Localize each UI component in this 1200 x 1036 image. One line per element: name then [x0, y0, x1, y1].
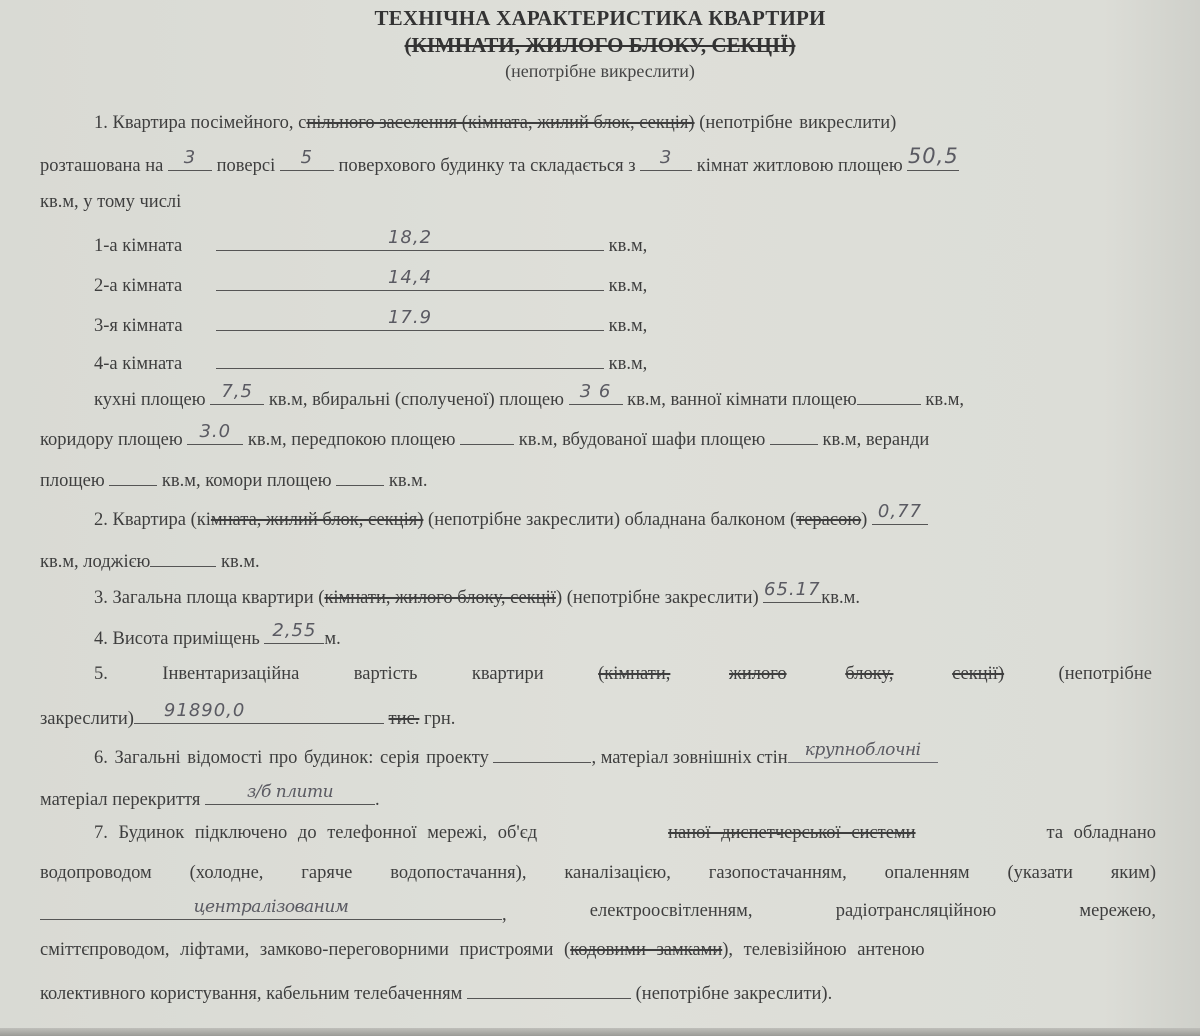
veranda-field[interactable]: [109, 467, 157, 486]
s4-line: [94, 620, 341, 650]
s5-line2-lead: закреслити): [40, 709, 134, 729]
floor-material-field[interactable]: [205, 782, 375, 805]
s5-word: вартість: [353, 664, 418, 684]
heating-type-field[interactable]: [40, 897, 502, 920]
balcony-value: 0,77: [877, 501, 922, 522]
s1-line2: [40, 144, 959, 177]
room-area-field[interactable]: [216, 227, 604, 251]
floor-label: поверсі: [216, 156, 276, 176]
s7-tail: та обладнано: [1046, 823, 1156, 843]
s1-corridor-line: [40, 421, 930, 451]
room-row-3: [94, 307, 648, 337]
pantry-field[interactable]: [336, 467, 384, 486]
room-unit: кв.м,: [608, 354, 648, 374]
struck-word: секції): [952, 664, 1005, 684]
s7-line5-tail: (непотрібне закреслити).: [635, 984, 833, 1004]
s6-line2: [40, 782, 380, 811]
room-label: 2-а кімната: [94, 276, 183, 296]
s7-lead: 7. Будинок підключено до телефонної мережі, об'єд: [94, 823, 538, 843]
s7-struck: наної диспетчерської системи: [668, 823, 916, 843]
inventory-value-field[interactable]: [134, 700, 384, 724]
floor-value: 3: [183, 147, 197, 168]
rooms-count-value: 3: [659, 147, 673, 168]
room-area-value: 17.9: [387, 307, 433, 328]
total-area-value: 65.17: [764, 579, 821, 600]
room-row-2: [94, 267, 648, 297]
wall-material-field[interactable]: [788, 740, 938, 763]
hall-label: кв.м, передпокою площею: [247, 430, 456, 450]
s6-lead: 6. Загальні відомості про будинок: серія проекту: [94, 748, 489, 768]
s3-line: [94, 579, 860, 609]
struck-word: блоку,: [845, 664, 894, 684]
room-unit: кв.м,: [608, 236, 648, 256]
struck-unit: тис.: [388, 709, 420, 729]
total-area-field[interactable]: [763, 579, 821, 603]
corridor-field[interactable]: [187, 421, 243, 445]
room-area-field[interactable]: [216, 267, 604, 291]
s1-lead: 1. Квартира посімейного, с: [94, 113, 307, 133]
struck-word: жилого: [729, 664, 787, 684]
room-row-1: [94, 227, 648, 257]
bath-field[interactable]: [857, 386, 921, 405]
unit: грн.: [424, 709, 456, 729]
s4-lead: 4. Висота приміщень: [94, 629, 260, 649]
s2-struck: мната, жилий блок, секція): [210, 510, 424, 530]
unit: м.: [324, 629, 341, 649]
room-unit: кв.м,: [608, 316, 648, 336]
s2-mid: (непотрібне закреслити) обладнана балконом (: [428, 510, 797, 530]
toilet-field[interactable]: [569, 381, 623, 405]
s7-word: радіотрансляційною: [835, 901, 997, 921]
s3-lead: 3. Загальна площа квартири (: [94, 588, 325, 608]
document-title: ТЕХНІЧНА ХАРАКТЕРИСТИКА КВАРТИРИ: [374, 6, 826, 30]
s7-line4-tail: ), телевізійною антеною: [722, 940, 925, 960]
heating-type-value: централізованим: [193, 897, 349, 917]
s2-lead: 2. Квартира (кі: [94, 510, 211, 530]
s7-line1: [94, 823, 1156, 844]
kitchen-field[interactable]: [210, 381, 264, 405]
ceiling-height-value: 2,55: [272, 620, 317, 641]
room-area-value: 14,4: [387, 267, 433, 288]
s7-line4-struck: кодовими замками: [570, 940, 723, 960]
wall-material-value: крупноблочні: [804, 740, 921, 760]
s7-word: мережею,: [1079, 901, 1156, 921]
located-on-label: розташована на: [40, 156, 164, 176]
balcony-field[interactable]: [872, 501, 928, 525]
comma: ,: [502, 905, 507, 925]
s5-word: квартири: [471, 664, 544, 684]
s7-line4: [40, 940, 925, 961]
s7-line3: [40, 897, 1156, 926]
s7-line2: водопроводом (холодне, гаряче водопостачання), каналізацією, газопостачанням, опаленням (указати яким): [40, 863, 1156, 883]
s2-line2: [40, 548, 260, 573]
room-area-field[interactable]: [216, 350, 604, 369]
s6-line1: [94, 740, 938, 769]
rooms-label: кімнат житловою площею: [696, 156, 903, 176]
unit: кв.м,: [925, 390, 965, 410]
room-label: 1-а кімната: [94, 236, 183, 256]
veranda-area-label: площею: [40, 471, 105, 491]
s7-line4-lead: сміттєпроводом, ліфтами, замково-переговорними пристроями (: [40, 940, 571, 960]
corridor-value: 3.0: [199, 421, 232, 442]
toilet-label: кв.м, вбиральні (сполученої) площею: [268, 390, 564, 410]
loggia-label: кв.м, лоджією: [40, 552, 151, 572]
closet-label: кв.м, вбудованої шафи площею: [518, 430, 766, 450]
s1-including: кв.м, у тому числі: [40, 192, 182, 212]
kitchen-label: кухні площею: [94, 390, 206, 410]
s7-line5-lead: колективного користування, кабельним телебаченням: [40, 984, 463, 1004]
kitchen-value: 7,5: [221, 381, 253, 402]
ceiling-height-field[interactable]: [264, 620, 324, 644]
s3-struck: кімнати, жилого блоку, секції: [324, 588, 556, 608]
s3-tail: ) (непотрібне закреслити): [555, 588, 759, 608]
s7-word: електроосвітленням,: [589, 901, 753, 921]
room-label: 3-я кімната: [94, 316, 183, 336]
room-row-4: [94, 350, 647, 375]
pantry-label: кв.м, комори площею: [161, 471, 332, 491]
project-series-field[interactable]: [493, 744, 591, 763]
bath-label: кв.м, ванної кімнати площею: [627, 390, 857, 410]
s2-line1: [94, 501, 928, 531]
s1-kitchen-line: [94, 381, 965, 411]
s2-struck-terrace: терасою: [796, 510, 862, 530]
toilet-value: 3 6: [579, 381, 612, 402]
unit: кв.м.: [388, 471, 428, 491]
s5-tail: (непотрібне: [1058, 664, 1152, 684]
living-area-value: 50,5: [907, 144, 959, 168]
s7-line5: [40, 980, 832, 1005]
closet-field[interactable]: [770, 426, 818, 445]
document-title-note: (непотрібне викреслити): [505, 61, 695, 81]
cable-tv-field[interactable]: [467, 980, 631, 999]
document-title-struck: (КІМНАТИ, ЖИЛОГО БЛОКУ, СЕКЦІЇ): [404, 33, 796, 57]
room-area-value: 18,2: [387, 227, 433, 248]
hall-field[interactable]: [460, 426, 514, 445]
title-block: [0, 4, 1200, 84]
s5-line1: [94, 664, 1152, 685]
floors-field[interactable]: [280, 147, 334, 171]
s5-struck: [598, 664, 1004, 685]
floor-field[interactable]: [168, 147, 212, 171]
s5-number: 5.: [94, 664, 108, 684]
floors-value: 5: [300, 147, 314, 168]
period: .: [375, 790, 380, 810]
floor-material-label: матеріал перекриття: [40, 790, 201, 810]
s5-line2: [40, 700, 456, 730]
room-area-field[interactable]: [216, 307, 604, 331]
living-area-field[interactable]: [907, 144, 959, 171]
s5-word: Інвентаризаційна: [162, 664, 300, 684]
floors-label: поверхового будинку та складається з: [338, 156, 636, 176]
s1-line1: [94, 113, 1160, 134]
floor-material-value: з/б плити: [246, 782, 334, 802]
rooms-count-field[interactable]: [640, 147, 692, 171]
paren: ): [861, 510, 868, 530]
page-edge: [0, 1028, 1200, 1036]
unit: кв.м.: [220, 552, 260, 572]
inventory-value: 91890,0: [163, 700, 246, 721]
veranda-label: кв.м, веранди: [822, 430, 930, 450]
loggia-field[interactable]: [150, 548, 216, 567]
walls-label: , матеріал зовнішніх стін: [591, 748, 788, 768]
s1-pantry-line: [40, 467, 428, 492]
s1-struck: пільного заселення (кімната, жилий блок, секція): [306, 113, 695, 133]
struck-word: (кімнати,: [598, 664, 671, 684]
s1-tail: (непотрібне викреслити): [699, 113, 897, 133]
room-label: 4-а кімната: [94, 354, 183, 374]
room-unit: кв.м,: [608, 276, 648, 296]
unit: кв.м.: [821, 588, 860, 608]
corridor-label: коридору площею: [40, 430, 183, 450]
